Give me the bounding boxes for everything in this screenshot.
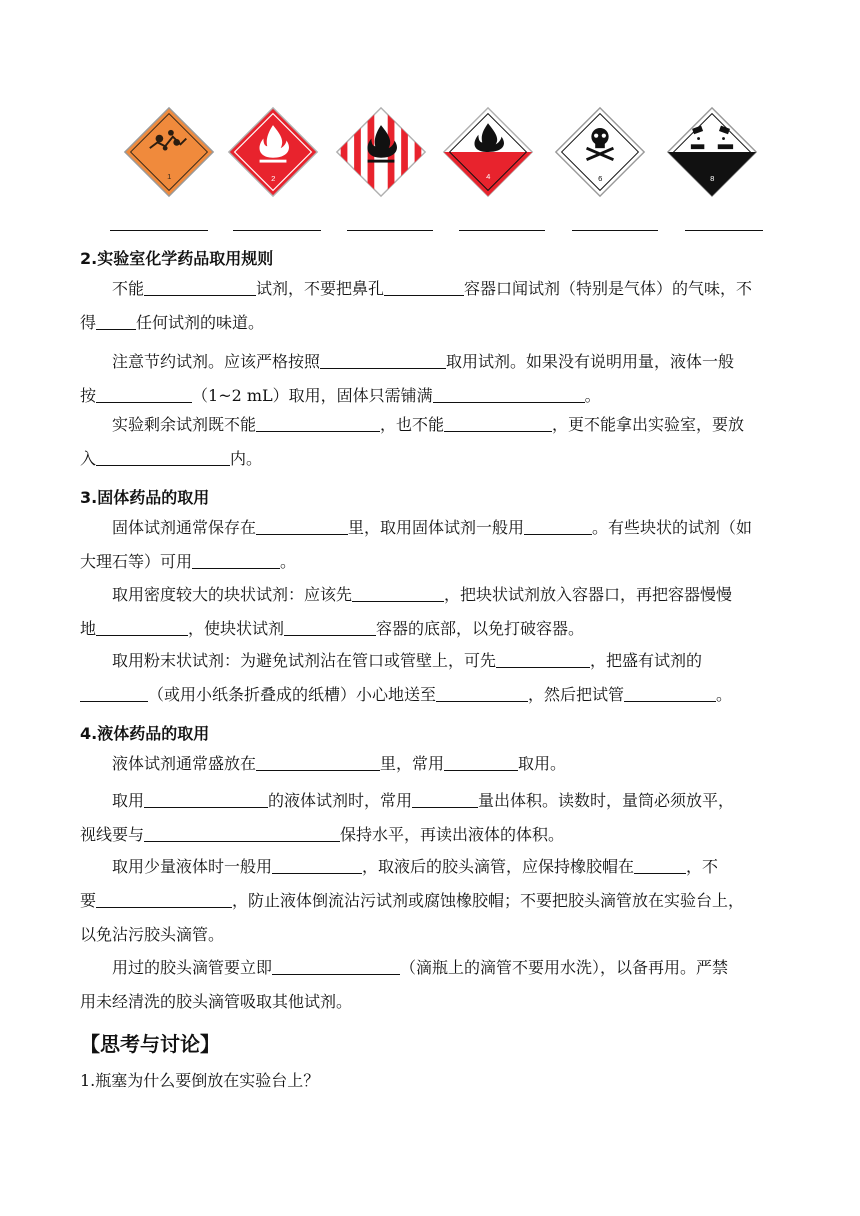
answer-blank[interactable] (256, 754, 380, 771)
spontaneous-combustion-sign-icon (440, 104, 536, 200)
answer-blank[interactable] (320, 352, 446, 369)
answer-blank[interactable] (96, 891, 232, 908)
answer-blank[interactable] (144, 791, 268, 808)
answer-blank[interactable] (412, 791, 478, 808)
answer-blank[interactable] (524, 518, 592, 535)
section-heading: 2.实验室化学药品取用规则 (80, 249, 274, 268)
answer-blank[interactable] (496, 651, 590, 668)
answer-blank[interactable] (284, 619, 376, 636)
answer-blank[interactable] (256, 415, 380, 432)
discussion-question: 1.瓶塞为什么要倒放在实验台上？ (80, 1071, 320, 1090)
paragraph: 实验剩余试剂既不能 ，也不能 ，更不能拿出实验室，要放 入 内。 (80, 415, 745, 468)
answer-blank[interactable] (436, 685, 528, 702)
answer-blank[interactable] (444, 415, 552, 432)
answer-blank[interactable] (96, 386, 192, 403)
answer-blank[interactable] (96, 449, 230, 466)
answer-blank[interactable] (352, 585, 444, 602)
answer-blank[interactable] (192, 552, 280, 569)
sign-number: 8 (710, 173, 715, 183)
sign-number: 2 (271, 173, 276, 183)
paragraph: 取用 的液体试剂时，常用 量出体积。读数时，量筒必须放平， 视线要与 保持水平，再读出液体的体积。 (80, 791, 735, 844)
answer-blank[interactable] (634, 857, 686, 874)
answer-blank[interactable] (96, 619, 188, 636)
section-heading: 4.液体药品的取用 (80, 724, 210, 743)
paragraph: 注意节约试剂。应该严格按照 取用试剂。如果没有说明用量，液体一般 按 （1~2 mL）取用，固体只需铺满 。 (80, 352, 735, 405)
answer-blank[interactable] (96, 313, 136, 330)
sign-answer-blanks (0, 230, 860, 234)
answer-blank[interactable] (384, 279, 464, 296)
answer-blank[interactable] (144, 825, 340, 842)
paragraph: 用过的胶头滴管要立即 （滴瓶上的滴管不要用水洗），以备再用。严禁 用未经清洗的胶头滴管吸取其他试剂。 (80, 958, 729, 1011)
sign-number: 1 (167, 171, 172, 181)
hazard-sign-row (0, 104, 860, 224)
answer-blank[interactable] (444, 754, 518, 771)
answer-blank[interactable] (233, 230, 321, 231)
answer-blank[interactable] (256, 518, 348, 535)
answer-blank[interactable] (347, 230, 433, 231)
paragraph: 取用粉末状试剂：为避免试剂沾在管口或管壁上，可先 ，把盛有试剂的 （或用小纸条折叠成的纸槽）小心地送至 ，然后把试管 。 (80, 644, 784, 712)
flammable-gas-sign-icon (225, 104, 321, 200)
answer-blank[interactable] (459, 230, 545, 231)
paragraph: 液体试剂通常盛放在 里，常用 取用。 (112, 754, 567, 773)
explosive-sign-icon (121, 104, 217, 200)
paragraph: 取用少量液体时一般用 ，取液后的胶头滴管，应保持橡胶帽在 ，不 要 ，防止液体倒流沾污试剂或腐蚀橡胶帽；不要把胶头滴管放在实验台上， 以免沾污胶头滴管。 (80, 857, 745, 944)
answer-blank[interactable] (144, 279, 256, 296)
toxic-sign-icon (552, 104, 648, 200)
answer-blank[interactable] (80, 685, 148, 702)
answer-blank[interactable] (572, 230, 658, 231)
answer-blank[interactable] (272, 857, 362, 874)
discussion-heading: 【思考与讨论】 (80, 1032, 220, 1056)
section-heading: 3.固体药品的取用 (80, 488, 210, 507)
paragraph: 固体试剂通常保存在 里，取用固体试剂一般用 。有些块状的试剂（如 大理石等）可用 。 (80, 518, 753, 571)
paragraph: 取用密度较大的块状试剂：应该先 ，把块状试剂放入容器口，再把容器慢慢 地 ，使块状试剂 容器的底部，以免打破容器。 (80, 585, 733, 638)
sign-number: 6 (598, 173, 603, 183)
paragraph: 不能 试剂，不要把鼻孔 容器口闻试剂（特别是气体）的气味，不 得 任何试剂的味道。 (80, 279, 753, 332)
corrosive-sign-icon (664, 104, 760, 200)
sign-number: 4 (486, 171, 491, 181)
answer-blank[interactable] (433, 386, 585, 403)
answer-blank[interactable] (110, 230, 208, 231)
flammable-solid-sign-icon (333, 104, 429, 200)
answer-blank[interactable] (685, 230, 763, 231)
answer-blank[interactable] (272, 958, 400, 975)
answer-blank[interactable] (624, 685, 716, 702)
